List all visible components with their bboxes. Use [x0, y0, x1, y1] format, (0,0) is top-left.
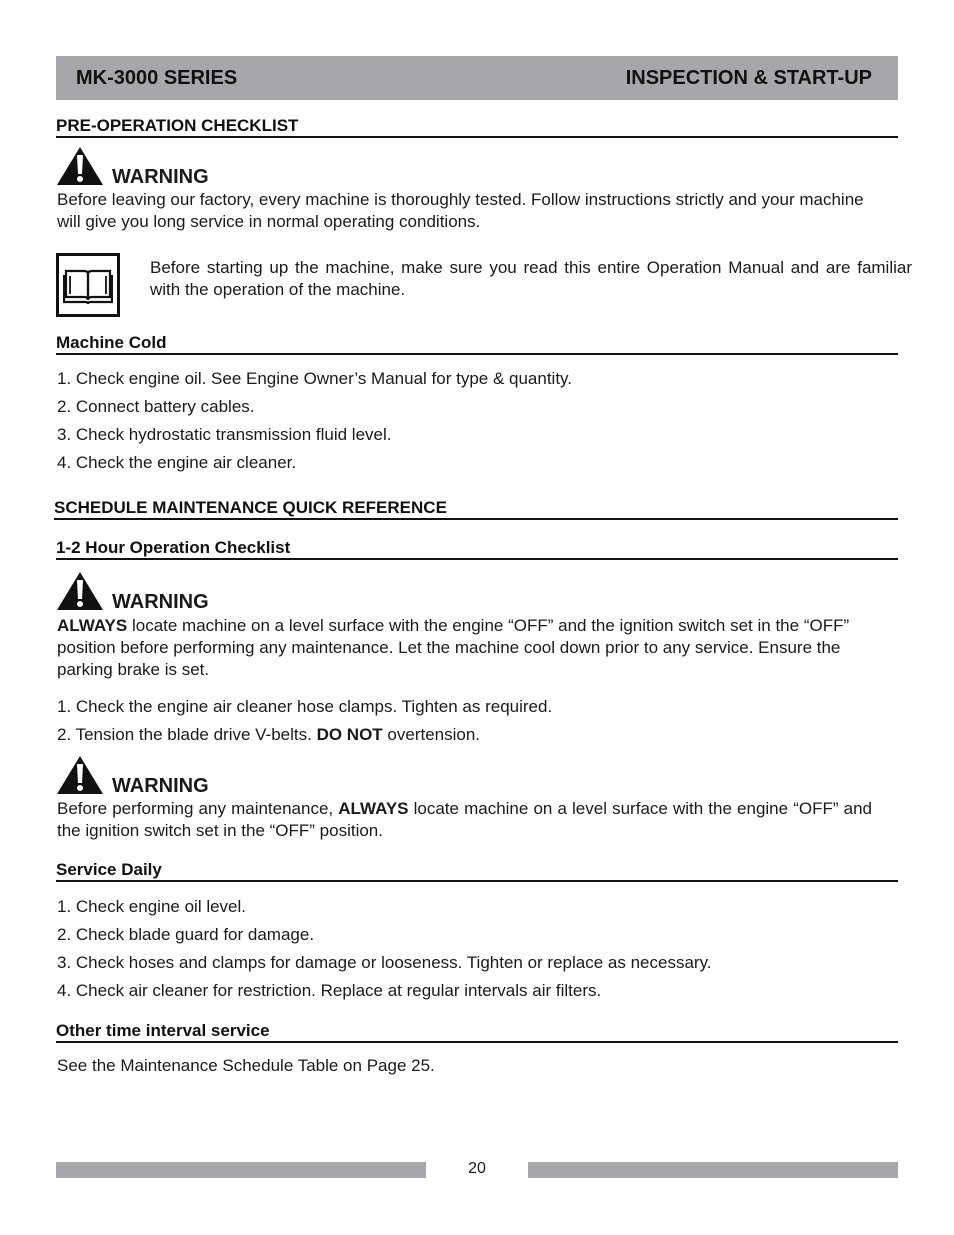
warning-text-2 — [57, 615, 887, 681]
list-item-text: overtension. — [382, 725, 481, 744]
warning-icon — [56, 755, 104, 795]
machine-cold-heading: Machine Cold — [56, 333, 898, 355]
service-daily-list — [57, 896, 712, 1008]
warning-label: WARNING — [112, 166, 209, 188]
footer-bar-right — [528, 1162, 898, 1178]
warning-text-1: Before leaving our factory, every machine is thoroughly tested. Follow instructions strictly and your machine will give you long service in normal operating conditions. — [57, 190, 864, 231]
list-item: 3. Check hydrostatic transmission fluid level. — [57, 425, 392, 444]
warning-icon — [56, 571, 104, 611]
list-item: 3. Check hoses and clamps for damage or looseness. Tighten or replace as necessary. — [57, 953, 712, 972]
pre-operation-heading: PRE-OPERATION CHECKLIST — [56, 116, 898, 138]
list-item: 1. Check the engine air cleaner hose clamps. Tighten as required. — [57, 697, 553, 716]
other-interval-heading: Other time interval service — [56, 1021, 898, 1043]
list-item: 2. Check blade guard for damage. — [57, 925, 315, 944]
list-item: 4. Check the engine air cleaner. — [57, 453, 297, 472]
list-item: 1. Check engine oil. See Engine Owner’s Manual for type & quantity. — [57, 369, 573, 388]
schedule-heading: SCHEDULE MAINTENANCE QUICK REFERENCE — [54, 498, 898, 520]
list-item: 4. Check air cleaner for restriction. Replace at regular intervals air filters. — [57, 981, 602, 1000]
list-item-text: 2. Tension the blade drive V-belts. — [57, 725, 317, 744]
warning-heading-2 — [56, 571, 209, 611]
header-bar — [56, 56, 898, 100]
emphasis-always: ALWAYS — [338, 799, 409, 818]
page-number: 20 — [468, 1160, 486, 1177]
warning-label: WARNING — [112, 591, 209, 613]
list-item: 1. Check engine oil level. — [57, 897, 247, 916]
warning-body: locate machine on a level surface with the engine “OFF” and the ignition switch set in the “OFF” position. — [57, 799, 872, 840]
machine-cold-list — [57, 368, 572, 480]
warning-body: locate machine on a level surface with the engine “OFF” and the ignition switch set in the “OFF” position before performing any maintenance. Let the machine cool down prior to any service. Ensure the parking brake is set. — [57, 616, 850, 679]
footer-bar-left — [56, 1162, 426, 1178]
series-title: MK-3000 SERIES — [76, 66, 238, 89]
warning-text-3 — [57, 798, 872, 842]
warning-body: Before performing any maintenance, — [57, 799, 339, 818]
emphasis-always: ALWAYS — [57, 616, 128, 635]
manual-note: Before starting up the machine, make sure you read this entire Operation Manual and are familiar with the operation of the machine. — [150, 258, 912, 299]
book-icon — [63, 265, 113, 305]
warning-heading-1 — [56, 146, 209, 186]
manual-icon-box — [56, 253, 120, 317]
service-daily-heading: Service Daily — [56, 860, 898, 882]
warning-heading-3 — [56, 755, 209, 795]
warning-label: WARNING — [112, 775, 209, 797]
list-item — [57, 724, 552, 752]
hour-checklist-list — [57, 696, 552, 752]
section-title: INSPECTION & START-UP — [625, 66, 872, 89]
list-item: 2. Connect battery cables. — [57, 397, 255, 416]
hour-checklist-heading: 1-2 Hour Operation Checklist — [56, 538, 898, 560]
emphasis-do-not: DO NOT — [316, 725, 383, 744]
other-interval-text: See the Maintenance Schedule Table on Page 25. — [57, 1056, 435, 1075]
warning-icon — [56, 146, 104, 186]
